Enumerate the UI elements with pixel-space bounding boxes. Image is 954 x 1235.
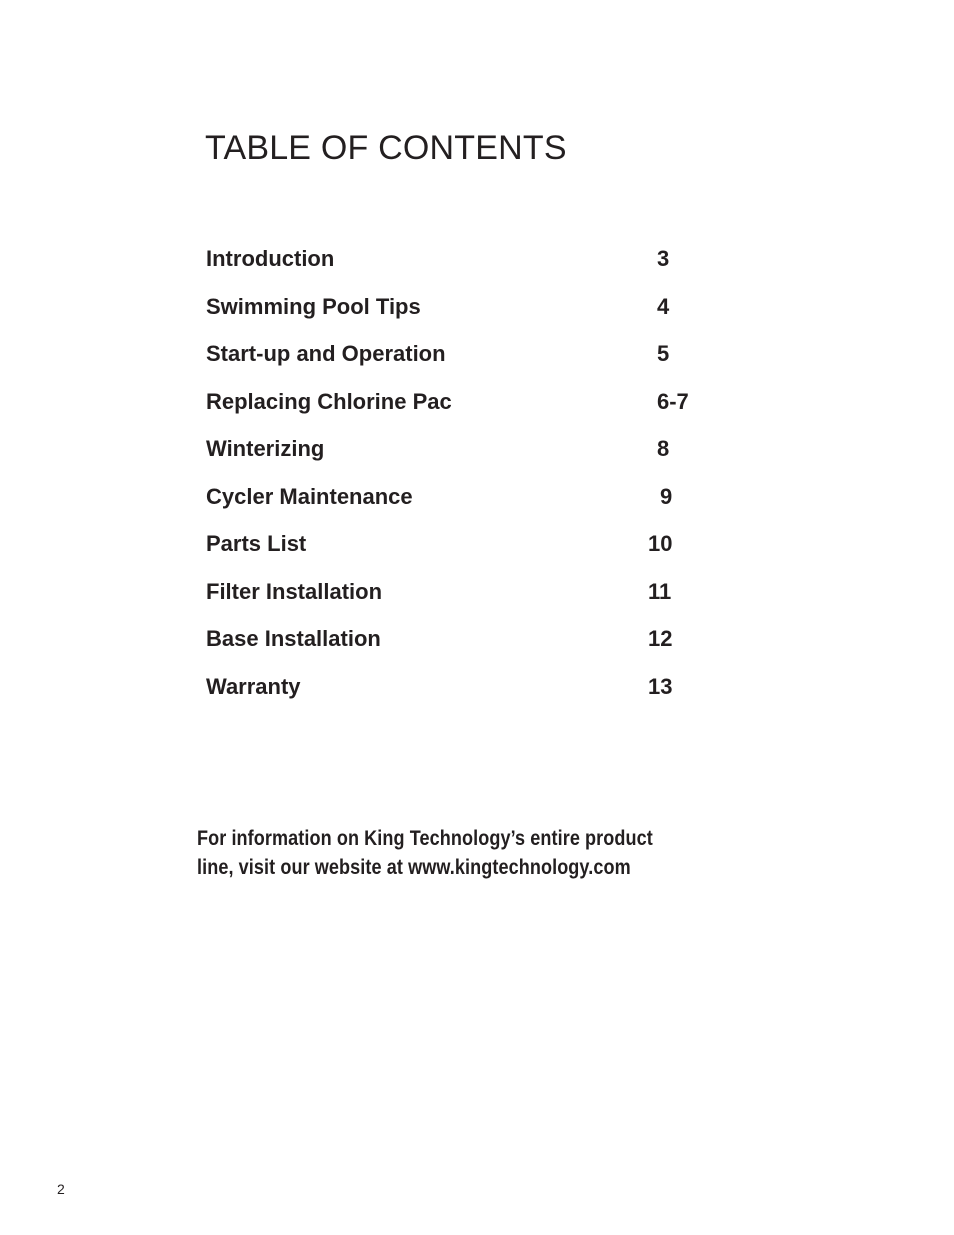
- toc-entry-title: Parts List: [206, 531, 307, 556]
- toc-entry-title: Warranty: [206, 673, 301, 699]
- toc-entry-page: 6-7: [657, 388, 689, 414]
- toc-entry-filter-installation[interactable]: [205, 573, 705, 621]
- website-info-line-2: line, visit our website at www.kingtechnology.com: [197, 856, 631, 879]
- page-title: TABLE OF CONTENTS: [205, 129, 567, 167]
- toc-entry-page: 8: [657, 436, 670, 461]
- toc-entry-page: 4: [657, 293, 670, 319]
- toc-entry-page: 3: [657, 246, 670, 271]
- toc-entry-page: 5: [657, 341, 670, 366]
- toc-entry-title: Cycler Maintenance: [206, 483, 413, 509]
- toc-entry-title: Swimming Pool Tips: [206, 293, 421, 319]
- toc-entry-page: 9: [660, 483, 673, 509]
- table-of-contents: [205, 240, 705, 715]
- toc-entry-base-installation[interactable]: [205, 620, 705, 668]
- toc-entry-parts-list[interactable]: [205, 525, 705, 573]
- toc-entry-replacing-chlorine-pac[interactable]: [205, 383, 705, 431]
- toc-entry-title: Winterizing: [206, 436, 325, 461]
- toc-entry-title: Start-up and Operation: [206, 341, 446, 366]
- toc-entry-page: 12: [648, 626, 673, 651]
- toc-entry-title: Replacing Chlorine Pac: [206, 388, 452, 414]
- toc-entry-start-up-and-operation[interactable]: [205, 335, 705, 383]
- toc-entry-cycler-maintenance[interactable]: [205, 478, 705, 526]
- toc-entry-winterizing[interactable]: [205, 430, 705, 478]
- toc-entry-introduction[interactable]: [205, 240, 705, 288]
- toc-entry-title: Filter Installation: [206, 578, 383, 604]
- toc-entry-swimming-pool-tips[interactable]: [205, 288, 705, 336]
- toc-entry-warranty[interactable]: [205, 668, 705, 716]
- page-number: 2: [57, 1181, 65, 1197]
- website-info-note: [197, 824, 653, 882]
- website-info-line-1: For information on King Technology’s entire product: [197, 827, 653, 850]
- toc-entry-page: 11: [648, 578, 672, 604]
- toc-entry-title: Introduction: [206, 246, 335, 271]
- toc-entry-page: 10: [648, 531, 673, 556]
- toc-entry-page: 13: [648, 673, 673, 699]
- toc-entry-title: Base Installation: [206, 626, 381, 651]
